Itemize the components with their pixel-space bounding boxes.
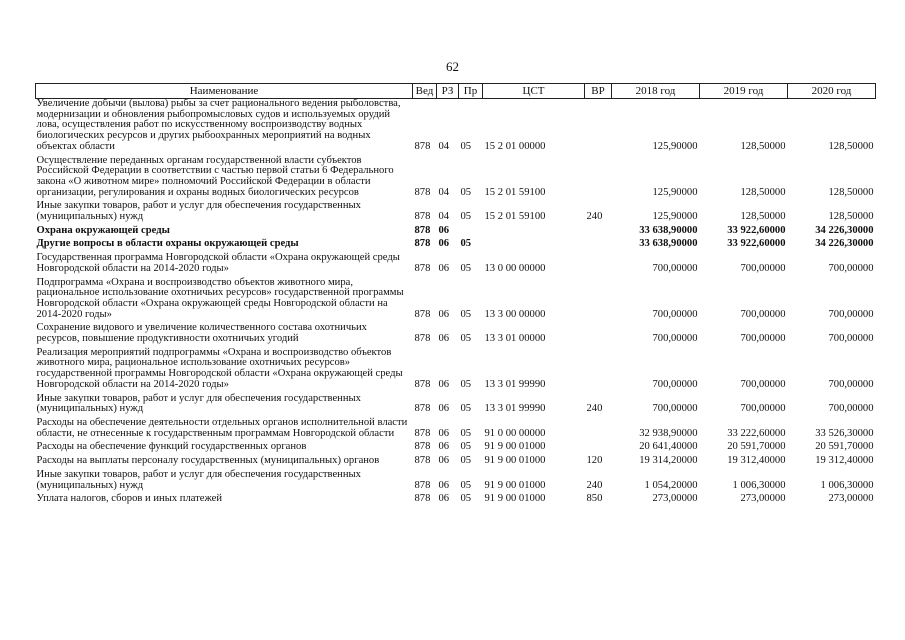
row-ved: 878 <box>414 378 431 390</box>
row-vr <box>585 156 612 202</box>
row-name: Расходы на обеспечение функций государственных органов <box>36 441 307 453</box>
row-ved: 878 <box>414 238 431 250</box>
row-ved: 878 <box>414 455 431 467</box>
table-row <box>36 394 876 418</box>
row-pr: 05 <box>460 493 472 505</box>
row-vr: 850 <box>586 493 603 505</box>
table-row <box>36 456 876 470</box>
table-header-row <box>36 84 876 99</box>
header-ved: Вед <box>413 84 437 99</box>
row-pr: 05 <box>460 262 472 274</box>
table-row <box>36 323 876 347</box>
header-cst: ЦСТ <box>483 84 585 99</box>
table-row <box>36 494 876 508</box>
row-vr <box>585 239 612 253</box>
row-pr <box>459 226 483 240</box>
row-rz: 06 <box>438 441 450 453</box>
row-amount-2018: 700,00000 <box>652 333 698 345</box>
row-vr <box>585 418 612 442</box>
row-amount-2018: 32 938,90000 <box>639 427 698 439</box>
row-amount-2018: 33 638,90000 <box>639 224 698 236</box>
row-amount-2018: 125,90000 <box>652 211 698 223</box>
row-name: Осуществление переданных органам государственной власти субъектов Российской Федерации в соответствии с частью первой статьи 6 Федерального закона «О животном мире» полномочий Российской Федерации в области организации, регулирования и охраны водных биологических ресурсов <box>36 154 394 198</box>
table-row <box>36 239 876 253</box>
row-amount-2018: 19 314,20000 <box>639 455 698 467</box>
row-rz: 06 <box>438 224 450 236</box>
row-amount-2020: 273,00000 <box>828 493 874 505</box>
row-cst <box>483 239 585 253</box>
row-amount-2020: 700,00000 <box>828 333 874 345</box>
row-amount-2018: 33 638,90000 <box>639 238 698 250</box>
page-number: 62 <box>446 59 459 74</box>
row-amount-2019: 19 312,40000 <box>727 455 786 467</box>
row-vr <box>585 323 612 347</box>
row-amount-2019: 33 922,60000 <box>727 224 786 236</box>
row-cst: 91 9 00 01000 <box>484 493 546 505</box>
row-amount-2018: 700,00000 <box>652 308 698 320</box>
row-vr <box>585 253 612 277</box>
row-ved: 878 <box>414 479 431 491</box>
row-rz: 06 <box>438 238 450 250</box>
row-rz: 04 <box>438 186 450 198</box>
row-ved: 878 <box>414 427 431 439</box>
row-pr: 05 <box>460 441 472 453</box>
row-cst: 91 9 00 01000 <box>484 455 546 467</box>
row-amount-2019: 33 922,60000 <box>727 238 786 250</box>
row-pr: 05 <box>460 403 472 415</box>
row-pr: 05 <box>460 479 472 491</box>
row-rz: 06 <box>438 403 450 415</box>
row-amount-2019: 33 222,60000 <box>727 427 786 439</box>
row-cst: 13 3 01 99990 <box>484 378 546 390</box>
row-cst: 15 2 01 59100 <box>484 211 546 223</box>
row-name: Сохранение видового и увеличение количественного состава охотничьих ресурсов, повышение продуктивности охотничьих угодий <box>36 322 367 345</box>
row-vr <box>585 226 612 240</box>
row-amount-2018: 125,90000 <box>652 186 698 198</box>
row-ved: 878 <box>414 493 431 505</box>
table-row <box>36 418 876 442</box>
row-pr: 05 <box>460 455 472 467</box>
table-row <box>36 156 876 202</box>
row-name: Уплата налогов, сборов и иных платежей <box>36 493 223 505</box>
row-amount-2019: 700,00000 <box>740 262 786 274</box>
row-amount-2020: 19 312,40000 <box>815 455 874 467</box>
row-name: Другие вопросы в области охраны окружающей среды <box>36 238 299 250</box>
row-rz: 06 <box>438 479 450 491</box>
row-amount-2020: 700,00000 <box>828 403 874 415</box>
row-pr: 05 <box>460 186 472 198</box>
row-rz: 04 <box>438 140 450 152</box>
row-name: Расходы на выплаты персоналу государственных (муниципальных) органов <box>36 455 380 467</box>
row-amount-2018: 1 054,20000 <box>644 479 698 491</box>
row-rz: 06 <box>438 427 450 439</box>
row-name: Подпрограмма «Охрана и воспроизводство объектов животного мира, рациональное использование охотничьих ресурсов» государственной программы Новгородской области «Охрана окружающей среды Новгородской области на 2014-2020 годы» <box>36 276 404 320</box>
row-amount-2020: 128,50000 <box>828 140 874 152</box>
row-rz: 06 <box>438 493 450 505</box>
row-amount-2019: 1 006,30000 <box>732 479 786 491</box>
row-name: Расходы на обеспечение деятельности отдельных органов исполнительной власти области, не отнесенные к государственным программам Новгородской области <box>36 416 408 439</box>
row-amount-2020: 1 006,30000 <box>820 479 874 491</box>
row-vr <box>585 348 612 394</box>
row-amount-2019: 700,00000 <box>740 403 786 415</box>
row-vr <box>585 442 612 456</box>
header-2020: 2020 год <box>788 84 876 99</box>
row-amount-2020: 700,00000 <box>828 378 874 390</box>
header-rz: РЗ <box>437 84 459 99</box>
row-pr: 05 <box>460 427 472 439</box>
row-amount-2018: 700,00000 <box>652 403 698 415</box>
row-amount-2019: 128,50000 <box>740 140 786 152</box>
row-cst: 13 3 01 00000 <box>484 333 546 345</box>
row-cst: 15 2 01 00000 <box>484 140 546 152</box>
row-name: Охрана окружающей среды <box>36 224 170 236</box>
table-row <box>36 442 876 456</box>
row-amount-2018: 273,00000 <box>652 493 698 505</box>
row-rz: 04 <box>438 211 450 223</box>
row-ved: 878 <box>414 224 431 236</box>
row-ved: 878 <box>414 308 431 320</box>
row-name: Увеличение добычи (вылова) рыбы за счет рационального ведения рыболовства, модернизации и обновления рыбопромысловых судов и используемых орудий лова, осуществления работ по искусственному воспроизводству водных биологических ресурсов и других рыбоохранных мероприятий на водных объектах области <box>36 98 401 152</box>
row-amount-2019: 20 591,70000 <box>727 441 786 453</box>
row-amount-2020: 34 226,30000 <box>815 238 874 250</box>
row-amount-2018: 700,00000 <box>652 262 698 274</box>
row-cst: 13 3 00 00000 <box>484 308 546 320</box>
table-row <box>36 201 876 225</box>
row-ved: 878 <box>414 211 431 223</box>
row-rz: 06 <box>438 455 450 467</box>
row-cst: 13 0 00 00000 <box>484 262 546 274</box>
row-vr: 240 <box>586 211 603 223</box>
row-name: Иные закупки товаров, работ и услуг для обеспечения государственных (муниципальных) нужд <box>36 200 361 223</box>
row-name: Иные закупки товаров, работ и услуг для обеспечения государственных (муниципальных) нужд <box>36 392 361 415</box>
row-amount-2019: 700,00000 <box>740 308 786 320</box>
row-ved: 878 <box>414 403 431 415</box>
row-vr: 120 <box>586 455 603 467</box>
table-row <box>36 99 876 156</box>
row-cst: 91 9 00 01000 <box>484 479 546 491</box>
row-cst: 91 9 00 01000 <box>484 441 546 453</box>
row-amount-2018: 125,90000 <box>652 140 698 152</box>
row-ved: 878 <box>414 333 431 345</box>
row-vr: 240 <box>586 403 603 415</box>
table-row <box>36 348 876 394</box>
row-cst <box>483 226 585 240</box>
row-pr: 05 <box>460 333 472 345</box>
row-amount-2020: 20 591,70000 <box>815 441 874 453</box>
row-rz: 06 <box>438 262 450 274</box>
row-pr: 05 <box>460 378 472 390</box>
row-vr: 240 <box>586 479 603 491</box>
row-vr <box>585 99 612 156</box>
row-pr: 05 <box>460 238 472 250</box>
row-amount-2018: 700,00000 <box>652 378 698 390</box>
row-amount-2019: 128,50000 <box>740 211 786 223</box>
row-ved: 878 <box>414 441 431 453</box>
row-amount-2020: 128,50000 <box>828 186 874 198</box>
row-pr: 05 <box>460 211 472 223</box>
row-amount-2020: 33 526,30000 <box>815 427 874 439</box>
row-cst: 15 2 01 59100 <box>484 186 546 198</box>
row-cst: 13 3 01 99990 <box>484 403 546 415</box>
row-name: Государственная программа Новгородской области «Охрана окружающей среды Новгородской области на 2014-2020 годы» <box>36 252 400 274</box>
header-vr: ВР <box>585 84 612 99</box>
row-amount-2019: 700,00000 <box>740 378 786 390</box>
header-2018: 2018 год <box>612 84 700 99</box>
table-row <box>36 253 876 277</box>
row-name: Иные закупки товаров, работ и услуг для обеспечения государственных (муниципальных) нужд <box>36 468 361 491</box>
header-name: Наименование <box>36 84 413 99</box>
row-amount-2020: 34 226,30000 <box>815 224 874 236</box>
row-ved: 878 <box>414 186 431 198</box>
row-amount-2020: 128,50000 <box>828 211 874 223</box>
row-rz: 06 <box>438 308 450 320</box>
row-amount-2020: 700,00000 <box>828 308 874 320</box>
row-vr <box>585 278 612 324</box>
row-amount-2019: 700,00000 <box>740 333 786 345</box>
header-pr: Пр <box>459 84 483 99</box>
row-amount-2019: 273,00000 <box>740 493 786 505</box>
table-row <box>36 226 876 240</box>
row-cst: 91 0 00 00000 <box>484 427 546 439</box>
row-pr: 05 <box>460 308 472 320</box>
row-rz: 06 <box>438 378 450 390</box>
row-amount-2020: 700,00000 <box>828 262 874 274</box>
row-amount-2019: 128,50000 <box>740 186 786 198</box>
table-row <box>36 470 876 494</box>
budget-table <box>35 83 876 508</box>
table-row <box>36 278 876 324</box>
row-rz: 06 <box>438 333 450 345</box>
row-ved: 878 <box>414 262 431 274</box>
header-2019: 2019 год <box>700 84 788 99</box>
row-name: Реализация мероприятий подпрограммы «Охрана и воспроизводство объектов животного мира, рациональное использование охотничьих ресурсов» государственной программы Новгородской области «Охрана окружающей среды Новгородской области на 2014-2020 годы» <box>36 346 403 390</box>
row-amount-2018: 20 641,40000 <box>639 441 698 453</box>
row-ved: 878 <box>414 140 431 152</box>
row-pr: 05 <box>460 140 472 152</box>
